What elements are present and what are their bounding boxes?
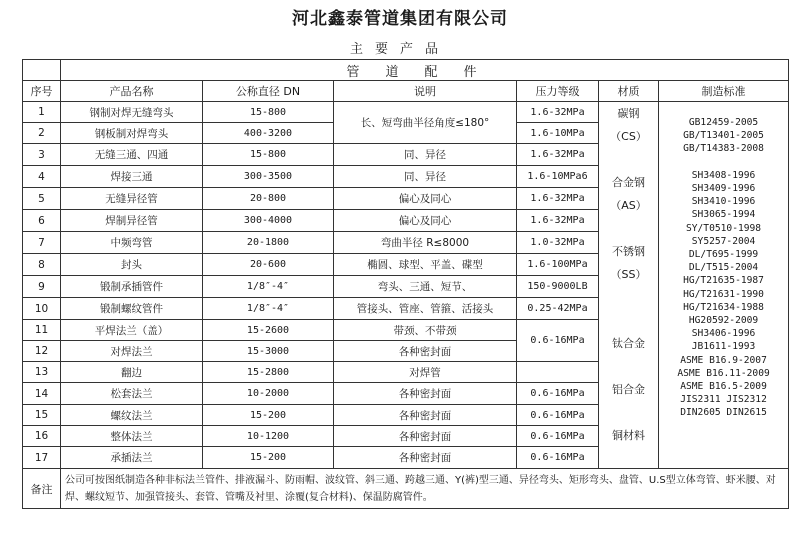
header-dn: 公称直径 DN xyxy=(203,81,334,102)
material-line: 合金钢 xyxy=(612,176,645,189)
standard-line: HG/T21631-1990 xyxy=(683,288,764,300)
row-no: 14 xyxy=(23,383,61,405)
row-name: 锻制承插管件 xyxy=(61,276,203,298)
header-standard: 制造标准 xyxy=(659,81,789,102)
row-dn: 20-1800 xyxy=(203,232,334,254)
row-no: 11 xyxy=(23,320,61,341)
standard-line: ASME B16.9-2007 xyxy=(680,354,767,366)
row-desc: 各种密封面 xyxy=(334,383,517,405)
standard-line: SY5257-2004 xyxy=(691,235,756,247)
row-pressure: 1.6-32MPa xyxy=(517,144,599,166)
material-line xyxy=(599,309,658,332)
row-name: 焊制异径管 xyxy=(61,210,203,232)
table-banner: 管道配件 xyxy=(61,60,789,81)
company-title: 河北鑫泰管道集团有限公司 xyxy=(292,9,508,29)
row-no: 5 xyxy=(23,188,61,210)
standard-line: DL/T515-2004 xyxy=(688,262,759,274)
row-pressure: 0.6-16MPa xyxy=(517,405,599,426)
row-name: 整体法兰 xyxy=(61,426,203,447)
row-dn: 1/8″-4″ xyxy=(203,298,334,320)
standard-line: GB/T14383-2008 xyxy=(683,143,764,155)
row-desc: 各种密封面 xyxy=(334,341,517,362)
row-no: 17 xyxy=(23,447,61,469)
row-pressure: 1.6-32MPa xyxy=(517,188,599,210)
row-no: 15 xyxy=(23,405,61,426)
material-line: 钛合金 xyxy=(612,337,645,350)
standard-line: SH3410-1996 xyxy=(691,196,756,208)
header-name: 产品名称 xyxy=(61,81,203,102)
row-no: 9 xyxy=(23,276,61,298)
row-no: 10 xyxy=(23,298,61,320)
standard-line: JB1611-1993 xyxy=(691,341,756,353)
row-name: 承插法兰 xyxy=(61,447,203,469)
row-no: 12 xyxy=(23,341,61,362)
standard-line: GB/T13401-2005 xyxy=(683,130,764,142)
row-no: 8 xyxy=(23,254,61,276)
material-line xyxy=(599,286,658,309)
row-dn: 20-800 xyxy=(203,188,334,210)
row-pressure: 0.25-42MPa xyxy=(517,298,599,320)
material-line xyxy=(599,148,658,171)
row-desc: 偏心及同心 xyxy=(334,188,517,210)
row-dn: 15-200 xyxy=(203,405,334,426)
row-no: 3 xyxy=(23,144,61,166)
row-desc: 管接头、管座、管箍、活接头 xyxy=(334,298,517,320)
standard-line: ASME B16.11-2009 xyxy=(677,367,770,379)
row-pressure: 150-9000LB xyxy=(517,276,599,298)
material-line xyxy=(599,217,658,240)
header-desc: 说明 xyxy=(334,81,517,102)
row-pressure: 0.6-16MPa xyxy=(517,447,599,469)
standard-line: HG20592-2009 xyxy=(688,315,759,327)
row-name: 钢板制对焊弯头 xyxy=(61,123,203,144)
row-no: 4 xyxy=(23,166,61,188)
row-dn: 1/8″-4″ xyxy=(203,276,334,298)
notes-row xyxy=(23,469,789,509)
standard-line: JIS2311 JIS2312 xyxy=(680,394,767,406)
row-name: 焊接三通 xyxy=(61,166,203,188)
row-pressure: 1.6-10MPa6 xyxy=(517,166,599,188)
standard-line: SH3406-1996 xyxy=(691,328,756,340)
row-name: 无缝异径管 xyxy=(61,188,203,210)
row-desc: 椭圆、球型、平盖、碟型 xyxy=(334,254,517,276)
row-dn: 400-3200 xyxy=(203,123,334,144)
row-desc: 偏心及同心 xyxy=(334,210,517,232)
row-desc: 各种密封面 xyxy=(334,447,517,469)
row-desc: 各种密封面 xyxy=(334,405,517,426)
row-pressure: 1.6-10MPa xyxy=(517,123,599,144)
standard-line: SH3065-1994 xyxy=(691,209,756,221)
row-name: 螺纹法兰 xyxy=(61,405,203,426)
row-name: 钢制对焊无缝弯头 xyxy=(61,102,203,123)
material-line xyxy=(599,355,658,378)
material-line: （SS） xyxy=(610,268,647,281)
row-desc: 各种密封面 xyxy=(334,426,517,447)
row-dn: 10-2000 xyxy=(203,383,334,405)
header-material: 材质 xyxy=(599,81,659,102)
material-line: 不锈钢 xyxy=(612,245,645,258)
row-dn: 15-800 xyxy=(203,144,334,166)
standard-line: DL/T695-1999 xyxy=(688,249,759,261)
material-line: （AS） xyxy=(610,199,647,212)
table-row xyxy=(23,102,789,123)
material-line: 碳钢 xyxy=(617,107,640,120)
row-pressure: 0.6-16MPa xyxy=(517,320,599,362)
row-no: 6 xyxy=(23,210,61,232)
notes-label: 备注 xyxy=(23,469,61,509)
standard-line: SH3408-1996 xyxy=(691,169,756,181)
standard-line: HG/T21634-1988 xyxy=(683,301,764,313)
row-pressure: 0.6-16MPa xyxy=(517,426,599,447)
header-pressure: 压力等级 xyxy=(517,81,599,102)
row-dn: 10-1200 xyxy=(203,426,334,447)
product-table xyxy=(22,59,789,509)
material-line xyxy=(599,401,658,424)
banner-blank xyxy=(23,60,61,81)
standard-line: DIN2605 DIN2615 xyxy=(680,407,767,419)
row-pressure: 1.6-32MPa xyxy=(517,210,599,232)
row-dn: 300-4000 xyxy=(203,210,334,232)
header-row xyxy=(23,81,789,102)
standard-line: SY/T0510-1998 xyxy=(685,222,762,234)
row-no: 1 xyxy=(23,102,61,123)
standard-line: ASME B16.5-2009 xyxy=(680,381,767,393)
row-dn: 15-800 xyxy=(203,102,334,123)
material-line: （CS） xyxy=(610,130,647,143)
row-dn: 15-200 xyxy=(203,447,334,469)
row-desc: 带颈、不带颈 xyxy=(334,320,517,341)
row-name: 封头 xyxy=(61,254,203,276)
row-no: 7 xyxy=(23,232,61,254)
standard-column xyxy=(659,102,789,469)
row-name: 平焊法兰（盖） xyxy=(61,320,203,341)
row-dn: 15-3000 xyxy=(203,341,334,362)
row-desc: 同、异径 xyxy=(334,166,517,188)
row-desc: 弯头、三通、短节、 xyxy=(334,276,517,298)
row-name: 对焊法兰 xyxy=(61,341,203,362)
row-pressure: 0.6-16MPa xyxy=(517,383,599,405)
row-dn: 300-3500 xyxy=(203,166,334,188)
standard-line xyxy=(659,156,788,169)
standard-line: HG/T21635-1987 xyxy=(683,275,764,287)
row-name: 锻制螺纹管件 xyxy=(61,298,203,320)
row-pressure: 1.0-32MPa xyxy=(517,232,599,254)
row-name: 无缝三通、四通 xyxy=(61,144,203,166)
row-desc: 弯曲半径 R≤8000 xyxy=(334,232,517,254)
material-line: 铝合金 xyxy=(612,383,645,396)
row-name: 中频弯管 xyxy=(61,232,203,254)
row-dn: 20-600 xyxy=(203,254,334,276)
notes-text: 公司可按图纸制造各种非标法兰管件、排液漏斗、防雨帽、波纹管、斜三通、跨越三通、Y(裤)型三通、异径弯头、矩形弯头、盘管、U.S型立体弯管、虾米腰、对焊、螺纹短节、加强管接头、套管、管嘴及衬里、涂覆(复合材料)、保温防腐管件。 xyxy=(61,469,789,509)
row-no: 16 xyxy=(23,426,61,447)
header-no: 序号 xyxy=(23,81,61,102)
material-column xyxy=(599,102,659,469)
section-subtitle: 主要产品 xyxy=(349,42,450,57)
standard-line: GB12459-2005 xyxy=(688,117,759,128)
row-name: 翻边 xyxy=(61,362,203,383)
row-name: 松套法兰 xyxy=(61,383,203,405)
row-pressure: 1.6-100MPa xyxy=(517,254,599,276)
row-desc: 同、异径 xyxy=(334,144,517,166)
row-desc: 对焊管 xyxy=(334,362,517,383)
row-dn: 15-2800 xyxy=(203,362,334,383)
row-dn: 15-2600 xyxy=(203,320,334,341)
row-pressure-empty xyxy=(517,362,599,383)
row-desc: 长、短弯曲半径角度≤180° xyxy=(334,102,517,144)
row-pressure: 1.6-32MPa xyxy=(517,102,599,123)
row-no: 2 xyxy=(23,123,61,144)
material-line: 铜材料 xyxy=(612,429,645,442)
standard-line: SH3409-1996 xyxy=(691,183,756,195)
row-no: 13 xyxy=(23,362,61,383)
